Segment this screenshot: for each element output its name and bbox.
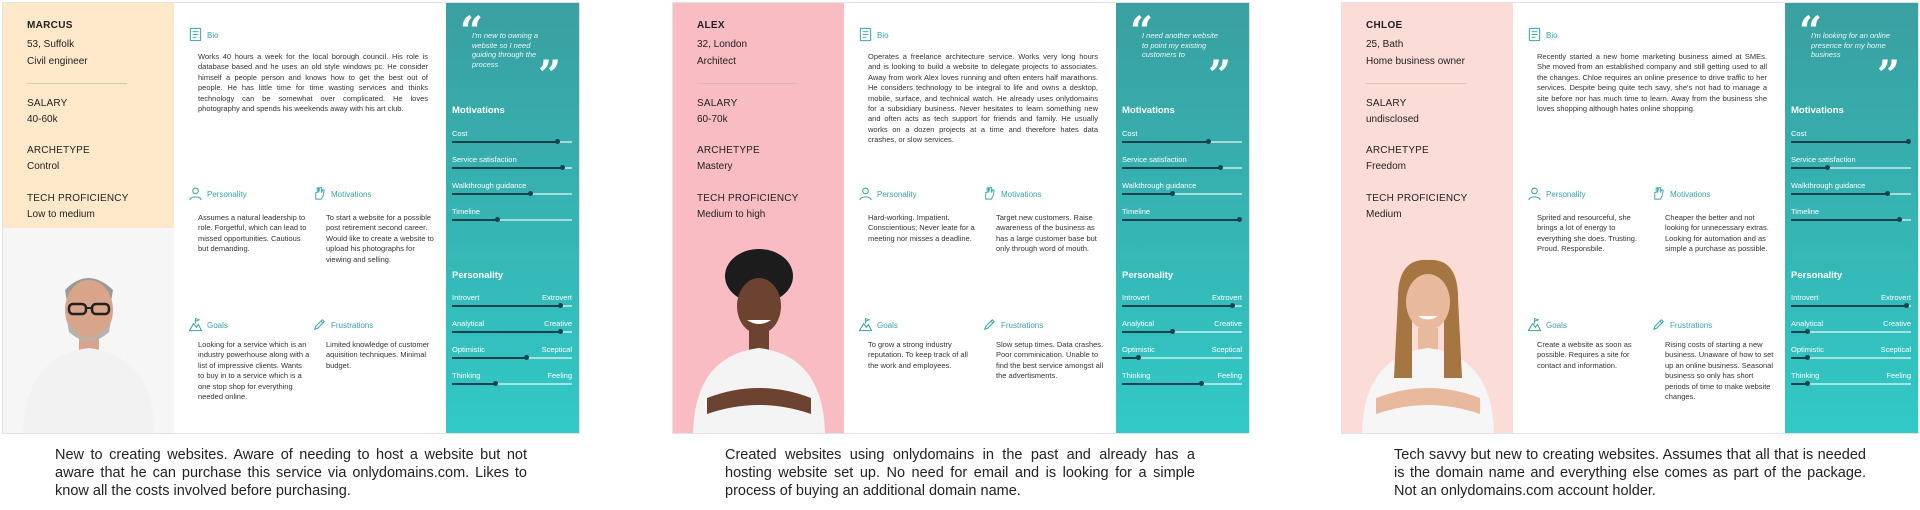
motivation-marker xyxy=(1170,191,1175,196)
personality-fill xyxy=(1122,305,1232,307)
user-icon xyxy=(858,186,873,203)
scale-left-label: Analytical xyxy=(1791,319,1824,328)
frustrations-text: Limited knowledge of customer aquisition techniques. Minimal budget. xyxy=(326,340,430,370)
motivation-track xyxy=(1791,141,1911,143)
salary-label: SALARY xyxy=(697,98,738,109)
tech-proficiency-value: Medium xyxy=(1366,209,1402,220)
personality-scale xyxy=(1122,293,1242,302)
salary-value: 60-70k xyxy=(697,114,728,125)
bio-heading: Bio xyxy=(1527,27,1558,44)
frustrations-heading: Frustrations xyxy=(1651,317,1712,334)
motivations-heading: Motivations xyxy=(982,186,1041,203)
motivation-label: Service satisfaction xyxy=(1122,155,1187,164)
personality-marker xyxy=(558,329,563,334)
personality-marker xyxy=(1230,303,1235,308)
scale-left-label: Thinking xyxy=(1791,371,1820,380)
personality-marker xyxy=(1136,355,1141,360)
motivation-bar xyxy=(452,155,572,164)
goals-heading: Goals xyxy=(1527,317,1567,334)
archetype-value: Control xyxy=(27,161,60,172)
persona-quote xyxy=(1130,8,1240,99)
personality-scale xyxy=(1122,345,1242,354)
bio-text: Recently started a new home marketing business aimed at SMEs. She moved from an established company and still getting used to all the changes. Chloe requires an online presence to drive traffic to her services. Despite being quite tech savy, she's not had to manage a site before nor has much time to learn. Away from the business she loves shopping although hates online shopping. xyxy=(1537,52,1767,114)
scale-right-label: Creative xyxy=(1214,319,1242,328)
motivation-bar xyxy=(452,129,572,138)
salary-value: 40-60k xyxy=(27,114,58,125)
open-quote-icon: “ xyxy=(460,8,484,55)
motivation-marker xyxy=(555,139,560,144)
motivation-bar xyxy=(1122,155,1242,164)
bio-text: Works 40 hours a week for the local borough council. His role is database based and he uses an old style windows pc. He consider himself a people person and knows how to get the best out of people. He has little time for time wasting services and thinks technology can be somewhat over complicated. He loves photography and spends his weekends away with his art club. xyxy=(198,52,428,114)
goals-heading: Goals xyxy=(858,317,898,334)
personality-track xyxy=(1122,331,1242,333)
personality-marker xyxy=(1170,329,1175,334)
persona-caption: New to creating websites. Aware of needing to host a website but not aware that he can purchase this service via onlydomains.com. Likes to know all the costs involved before purchasing. xyxy=(55,447,527,499)
motivation-fill xyxy=(1791,219,1899,221)
scale-right-label: Sceptical xyxy=(1211,345,1242,354)
personality-track xyxy=(1122,357,1242,359)
pen-icon xyxy=(1651,317,1666,334)
motivation-fill xyxy=(452,167,562,169)
motivation-marker xyxy=(1906,139,1911,144)
archetype-label: ARCHETYPE xyxy=(1366,145,1429,156)
motivations-heading: Motivations xyxy=(312,186,371,203)
persona-quote xyxy=(1799,8,1909,99)
bio-text: Operates a freelance architecture service. Works very long hours and is looking to build a website to delegate projects to associates. Away from work Alex loves running and often enters half marathons. He considers technology to be integral to life and owns a desktop, mobile, surface, and technical watch. He already uses onlydomains for a subsidiary business. Never hesitates to learn something new and often acts as tech support for friends and family. He usually works on a dozen projects at a time and therefore hates data crashes, or slow services. xyxy=(868,52,1098,145)
scale-left-label: Optimistic xyxy=(1791,345,1824,354)
personality-scale xyxy=(1791,293,1911,302)
motivations-text: To start a website for a possible post retirement second career. Would like to create a website to upload his photographs for viewing and selling. xyxy=(326,213,434,264)
persona-photo xyxy=(1342,228,1513,433)
persona-location: 53, Suffolk xyxy=(27,39,75,50)
persona-location: 32, London xyxy=(697,39,748,50)
divider xyxy=(1366,83,1466,84)
motivation-bar xyxy=(452,181,572,190)
personality-fill xyxy=(452,357,526,359)
scale-right-label: Creative xyxy=(544,319,572,328)
motivation-label: Service satisfaction xyxy=(1791,155,1856,164)
motivation-track xyxy=(452,167,572,169)
scale-right-label: Sceptical xyxy=(1880,345,1911,354)
persona-location: 25, Bath xyxy=(1366,39,1404,50)
persona-photo xyxy=(3,228,174,433)
motivations-chart-title: Motivations xyxy=(1122,105,1175,116)
salary-label: SALARY xyxy=(1366,98,1407,109)
personality-text: Sprited and resourceful, she brings a lot of energy to everything she does. Trusting. Proud. Responsbile. xyxy=(1537,213,1638,254)
document-icon xyxy=(188,27,203,44)
personality-marker xyxy=(1805,381,1810,386)
scale-right-label: Extrovert xyxy=(541,293,572,302)
persona-card xyxy=(672,2,1250,434)
mountain-flag-icon xyxy=(858,317,873,334)
open-quote-icon: “ xyxy=(1130,8,1154,55)
personality-scale xyxy=(452,345,572,354)
motivations-heading: Motivations xyxy=(1651,186,1710,203)
personality-fill xyxy=(452,331,560,333)
personality-marker xyxy=(493,381,498,386)
quote-text: I'm looking for an online presence for my home business xyxy=(1811,31,1890,59)
archetype-value: Freedom xyxy=(1366,161,1407,172)
motivations-chart-title: Motivations xyxy=(452,105,505,116)
motivation-track xyxy=(1122,219,1242,221)
personality-fill xyxy=(1122,383,1201,385)
personality-marker xyxy=(524,355,529,360)
personality-fill xyxy=(1791,305,1906,307)
persona-job: Home business owner xyxy=(1366,56,1465,67)
personality-track xyxy=(1791,357,1911,359)
persona-card xyxy=(1341,2,1919,434)
goals-text: To grow a strong industry reputation. To keep track of all the work and employees. xyxy=(868,340,968,370)
personality-marker xyxy=(1904,303,1909,308)
motivation-track xyxy=(1122,193,1242,195)
personality-heading: Personality xyxy=(1527,186,1586,203)
scale-right-label: Feeling xyxy=(547,371,572,380)
frustrations-text: Slow setup times. Data crashes. Poor comminication. Unable to find the best service amongst all the advertisments. xyxy=(996,340,1104,381)
close-quote-icon: ” xyxy=(1208,52,1232,99)
salary-value: undisclosed xyxy=(1366,114,1419,125)
motivation-marker xyxy=(495,217,500,222)
personality-fill xyxy=(1122,331,1172,333)
motivation-track xyxy=(452,193,572,195)
motivation-fill xyxy=(1791,193,1887,195)
motivation-track xyxy=(1791,193,1911,195)
open-quote-icon: “ xyxy=(1799,8,1823,55)
motivation-label: Timeline xyxy=(1122,207,1151,216)
personality-marker xyxy=(1199,381,1204,386)
persona-profile-column xyxy=(673,3,844,433)
tech-proficiency-label: TECH PROFICIENCY xyxy=(697,193,799,204)
personality-scale xyxy=(452,371,572,380)
personality-scale xyxy=(1791,371,1911,380)
motivation-label: Walkthrough guidance xyxy=(452,181,527,190)
motivation-fill xyxy=(1791,141,1909,143)
persona-details-column xyxy=(174,3,446,433)
bio-heading: Bio xyxy=(858,27,889,44)
document-icon xyxy=(1527,27,1542,44)
motivation-label: Cost xyxy=(1122,129,1138,138)
tech-proficiency-value: Low to medium xyxy=(27,209,95,220)
archetype-label: ARCHETYPE xyxy=(27,145,90,156)
personality-fill xyxy=(452,383,495,385)
personality-text: Hard-working. Impatient. Conscientious; Never leate for a meeting nor misses a deadline. xyxy=(868,213,975,243)
frustrations-heading: Frustrations xyxy=(312,317,373,334)
persona-details-column xyxy=(844,3,1116,433)
quote-text: I'm new to owning a website so I need guiding through the process xyxy=(472,31,539,69)
persona-quote xyxy=(460,8,570,99)
persona-details-column xyxy=(1513,3,1785,433)
scale-right-label: Sceptical xyxy=(541,345,572,354)
personality-scale xyxy=(1791,345,1911,354)
persona-photo xyxy=(673,228,844,433)
motivation-track xyxy=(452,141,572,143)
scale-right-label: Extrovert xyxy=(1211,293,1242,302)
scale-left-label: Introvert xyxy=(1122,293,1150,302)
personality-scale xyxy=(1122,371,1242,380)
motivation-label: Cost xyxy=(1791,129,1807,138)
personality-chart-title: Personality xyxy=(1122,270,1174,281)
motivation-fill xyxy=(1122,141,1208,143)
scale-right-label: Feeling xyxy=(1886,371,1911,380)
pen-icon xyxy=(982,317,997,334)
motivation-fill xyxy=(1122,193,1172,195)
motivation-marker xyxy=(1237,217,1242,222)
personality-marker xyxy=(1805,355,1810,360)
personality-heading: Personality xyxy=(858,186,917,203)
scale-left-label: Thinking xyxy=(1122,371,1151,380)
scale-right-label: Creative xyxy=(1883,319,1911,328)
motivation-fill xyxy=(1791,167,1827,169)
motivation-bar xyxy=(1122,129,1242,138)
persona-name: ALEX xyxy=(697,20,725,31)
persona-metrics-column xyxy=(1785,3,1919,433)
motivation-bar xyxy=(1122,181,1242,190)
persona-job: Civil engineer xyxy=(27,56,88,67)
divider xyxy=(27,83,127,84)
persona-profile-column xyxy=(3,3,174,433)
tech-proficiency-value: Medium to high xyxy=(697,209,766,220)
motivation-marker xyxy=(1885,191,1890,196)
motivation-fill xyxy=(452,219,498,221)
persona-job: Architect xyxy=(697,56,736,67)
personality-track xyxy=(1791,305,1911,307)
goals-heading: Goals xyxy=(188,317,228,334)
goals-text: Looking for a service which is an industry powerhouse along with a list of impressive clients. Wants to buy in to a service which is a one stop shop for everything needed online. xyxy=(198,340,310,402)
motivation-marker xyxy=(1825,165,1830,170)
scale-left-label: Analytical xyxy=(452,319,485,328)
personality-text: Assumes a natural leadership to role. Forgetful, which can lead to missed opportunities. Cautious but demanding. xyxy=(198,213,307,254)
motivation-marker xyxy=(528,191,533,196)
motivation-track xyxy=(452,219,572,221)
scale-right-label: Feeling xyxy=(1217,371,1242,380)
scale-right-label: Extrovert xyxy=(1880,293,1911,302)
hand-icon xyxy=(1651,186,1666,203)
persona-metrics-column xyxy=(446,3,580,433)
scale-left-label: Introvert xyxy=(452,293,480,302)
motivation-label: Walkthrough guidance xyxy=(1122,181,1197,190)
goals-text: Create a website as soon as possible. Requires a site for contact and information. xyxy=(1537,340,1632,370)
personality-scale xyxy=(1122,319,1242,328)
motivation-track xyxy=(1122,141,1242,143)
motivation-marker xyxy=(1897,217,1902,222)
mountain-flag-icon xyxy=(188,317,203,334)
persona-profile-column xyxy=(1342,3,1513,433)
motivation-bar xyxy=(1791,129,1911,138)
tech-proficiency-label: TECH PROFICIENCY xyxy=(1366,193,1468,204)
persona-caption: Tech savvy but new to creating websites. Assumes that all that is needed is the domain name and everything else comes as part of the package. Not an onlydomains.com account holder. xyxy=(1394,447,1866,499)
personality-track xyxy=(1791,383,1911,385)
motivation-marker xyxy=(1206,139,1211,144)
motivations-text: Cheaper the better and not looking for unnecessary extras. Looking for automation and as simple a purchase as possible. xyxy=(1665,213,1769,254)
motivation-track xyxy=(1791,167,1911,169)
personality-scale xyxy=(452,319,572,328)
personality-track xyxy=(1791,331,1911,333)
motivations-text: Target new customers. Raise awareness of the business as has a large customer base but only through word of mouth. xyxy=(996,213,1097,254)
motivation-track xyxy=(1791,219,1911,221)
quote-text: I need another website to point my existing customers to xyxy=(1142,31,1218,59)
motivations-chart-title: Motivations xyxy=(1791,105,1844,116)
personality-scale xyxy=(1791,319,1911,328)
personality-track xyxy=(452,383,572,385)
close-quote-icon: ” xyxy=(538,52,562,99)
scale-left-label: Analytical xyxy=(1122,319,1155,328)
persona-metrics-column xyxy=(1116,3,1250,433)
persona-name: MARCUS xyxy=(27,20,73,31)
mountain-flag-icon xyxy=(1527,317,1542,334)
motivation-bar xyxy=(1122,207,1242,216)
persona-caption: Created websites using onlydomains in the past and already has a hosting website set up. No need for email and is looking for a simple process of buying an additional domain name. xyxy=(725,447,1195,499)
user-icon xyxy=(188,186,203,203)
archetype-value: Mastery xyxy=(697,161,733,172)
scale-left-label: Optimistic xyxy=(452,345,485,354)
motivation-fill xyxy=(1122,219,1240,221)
document-icon xyxy=(858,27,873,44)
personality-track xyxy=(1122,305,1242,307)
motivation-marker xyxy=(560,165,565,170)
bio-heading: Bio xyxy=(188,27,219,44)
personality-scale xyxy=(452,293,572,302)
personality-chart-title: Personality xyxy=(452,270,504,281)
pen-icon xyxy=(312,317,327,334)
motivation-bar xyxy=(1791,155,1911,164)
frustrations-heading: Frustrations xyxy=(982,317,1043,334)
personality-heading: Personality xyxy=(188,186,247,203)
motivation-bar xyxy=(1791,207,1911,216)
salary-label: SALARY xyxy=(27,98,68,109)
scale-left-label: Introvert xyxy=(1791,293,1819,302)
motivation-label: Timeline xyxy=(452,207,481,216)
hand-icon xyxy=(982,186,997,203)
personality-chart-title: Personality xyxy=(1791,270,1843,281)
motivation-label: Service satisfaction xyxy=(452,155,517,164)
personality-marker xyxy=(1805,329,1810,334)
motivation-label: Cost xyxy=(452,129,468,138)
divider xyxy=(697,83,797,84)
user-icon xyxy=(1527,186,1542,203)
tech-proficiency-label: TECH PROFICIENCY xyxy=(27,193,129,204)
frustrations-text: Rising costs of starting a new business. Unaware of how to set up an online business. Seasonal business so only has short periods of time to make website changes. xyxy=(1665,340,1774,402)
personality-track xyxy=(452,305,572,307)
close-quote-icon: ” xyxy=(1877,52,1901,99)
motivation-label: Walkthrough guidance xyxy=(1791,181,1866,190)
motivation-track xyxy=(1122,167,1242,169)
motivation-label: Timeline xyxy=(1791,207,1820,216)
persona-card xyxy=(2,2,580,434)
motivation-bar xyxy=(452,207,572,216)
personality-track xyxy=(452,331,572,333)
hand-icon xyxy=(312,186,327,203)
motivation-fill xyxy=(1122,167,1220,169)
persona-name: CHLOE xyxy=(1366,20,1403,31)
personality-track xyxy=(1122,383,1242,385)
motivation-fill xyxy=(452,193,530,195)
scale-left-label: Optimistic xyxy=(1122,345,1155,354)
archetype-label: ARCHETYPE xyxy=(697,145,760,156)
motivation-bar xyxy=(1791,181,1911,190)
motivation-fill xyxy=(452,141,558,143)
motivation-marker xyxy=(1218,165,1223,170)
personality-track xyxy=(452,357,572,359)
personality-fill xyxy=(452,305,560,307)
personality-marker xyxy=(558,303,563,308)
scale-left-label: Thinking xyxy=(452,371,481,380)
